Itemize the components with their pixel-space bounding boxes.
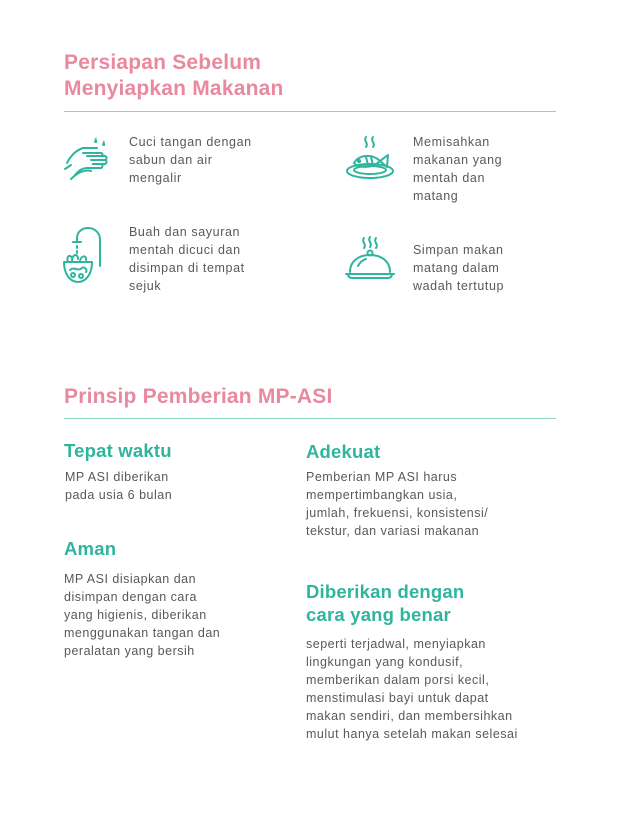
tip-line: sejuk: [129, 279, 162, 293]
tip-line: makanan yang: [413, 153, 503, 167]
tip-line: matang dalam: [413, 261, 500, 275]
para-line: Pemberian MP ASI harus: [306, 470, 458, 484]
principle-title-adekuat: Adekuat: [306, 441, 381, 462]
tip-line: mentah dan: [413, 171, 486, 185]
tip-line: matang: [413, 189, 459, 203]
handwash-icon: [63, 135, 113, 187]
para-line: peralatan yang bersih: [64, 644, 195, 658]
principle-text-tepat-waktu: [65, 468, 172, 504]
para-line: tekstur, dan variasi makanan: [306, 524, 480, 538]
tip-line: mengalir: [129, 171, 182, 185]
tip-fish: [413, 133, 502, 205]
principle-text-aman: [64, 570, 220, 660]
para-line: MP ASI disiapkan dan: [64, 572, 197, 586]
section-title-line-1: Persiapan Sebelum: [64, 51, 262, 74]
para-line: seperti terjadwal, menyiapkan: [306, 637, 486, 651]
para-line: menggunakan tangan dan: [64, 626, 221, 640]
tip-wash-produce: [129, 223, 245, 295]
para-line: lingkungan yang kondusif,: [306, 655, 464, 669]
principle-title-line: Diberikan dengan: [306, 581, 465, 602]
tip-line: wadah tertutup: [413, 279, 505, 293]
fish-plate-icon: [344, 133, 396, 183]
para-line: jumlah, frekuensi, konsistensi/: [306, 506, 489, 520]
cloche-icon: [344, 236, 396, 282]
para-line: memberikan dalam porsi kecil,: [306, 673, 490, 687]
para-line: mulut hanya setelah makan selesai: [306, 727, 518, 741]
para-line: mempertimbangkan usia,: [306, 488, 458, 502]
tip-handwash: [129, 133, 252, 187]
para-line: menstimulasi bayi untuk dapat: [306, 691, 489, 705]
section-title-persiapan: [64, 50, 284, 102]
principle-title-line: cara yang benar: [306, 604, 451, 625]
tip-line: Simpan makan: [413, 243, 504, 257]
para-line: MP ASI diberikan: [65, 470, 169, 484]
tip-line: Memisahkan: [413, 135, 490, 149]
section-title-prinsip: Prinsip Pemberian MP-ASI: [64, 385, 333, 408]
tip-cover-food: [413, 241, 504, 295]
tip-line: disimpan di tempat: [129, 261, 245, 275]
divider-line: [64, 111, 556, 112]
tip-line: sabun dan air: [129, 153, 213, 167]
para-line: pada usia 6 bulan: [65, 488, 173, 502]
divider-line: [64, 418, 556, 419]
principle-title-tepat-waktu: Tepat waktu: [64, 440, 172, 461]
tip-line: Cuci tangan dengan: [129, 135, 252, 149]
para-line: yang higienis, diberikan: [64, 608, 207, 622]
faucet-vegetables-icon: [62, 226, 106, 286]
principle-text-cara-benar: [306, 635, 518, 743]
tip-line: Buah dan sayuran: [129, 225, 241, 239]
para-line: disimpan dengan cara: [64, 590, 197, 604]
principle-title-cara-benar: [306, 580, 464, 626]
section-title-line-2: Menyiapkan Makanan: [64, 77, 284, 100]
tip-line: mentah dicuci dan: [129, 243, 241, 257]
principle-title-aman: Aman: [64, 538, 117, 559]
principle-text-adekuat: [306, 468, 488, 540]
para-line: makan sendiri, dan membersihkan: [306, 709, 513, 723]
